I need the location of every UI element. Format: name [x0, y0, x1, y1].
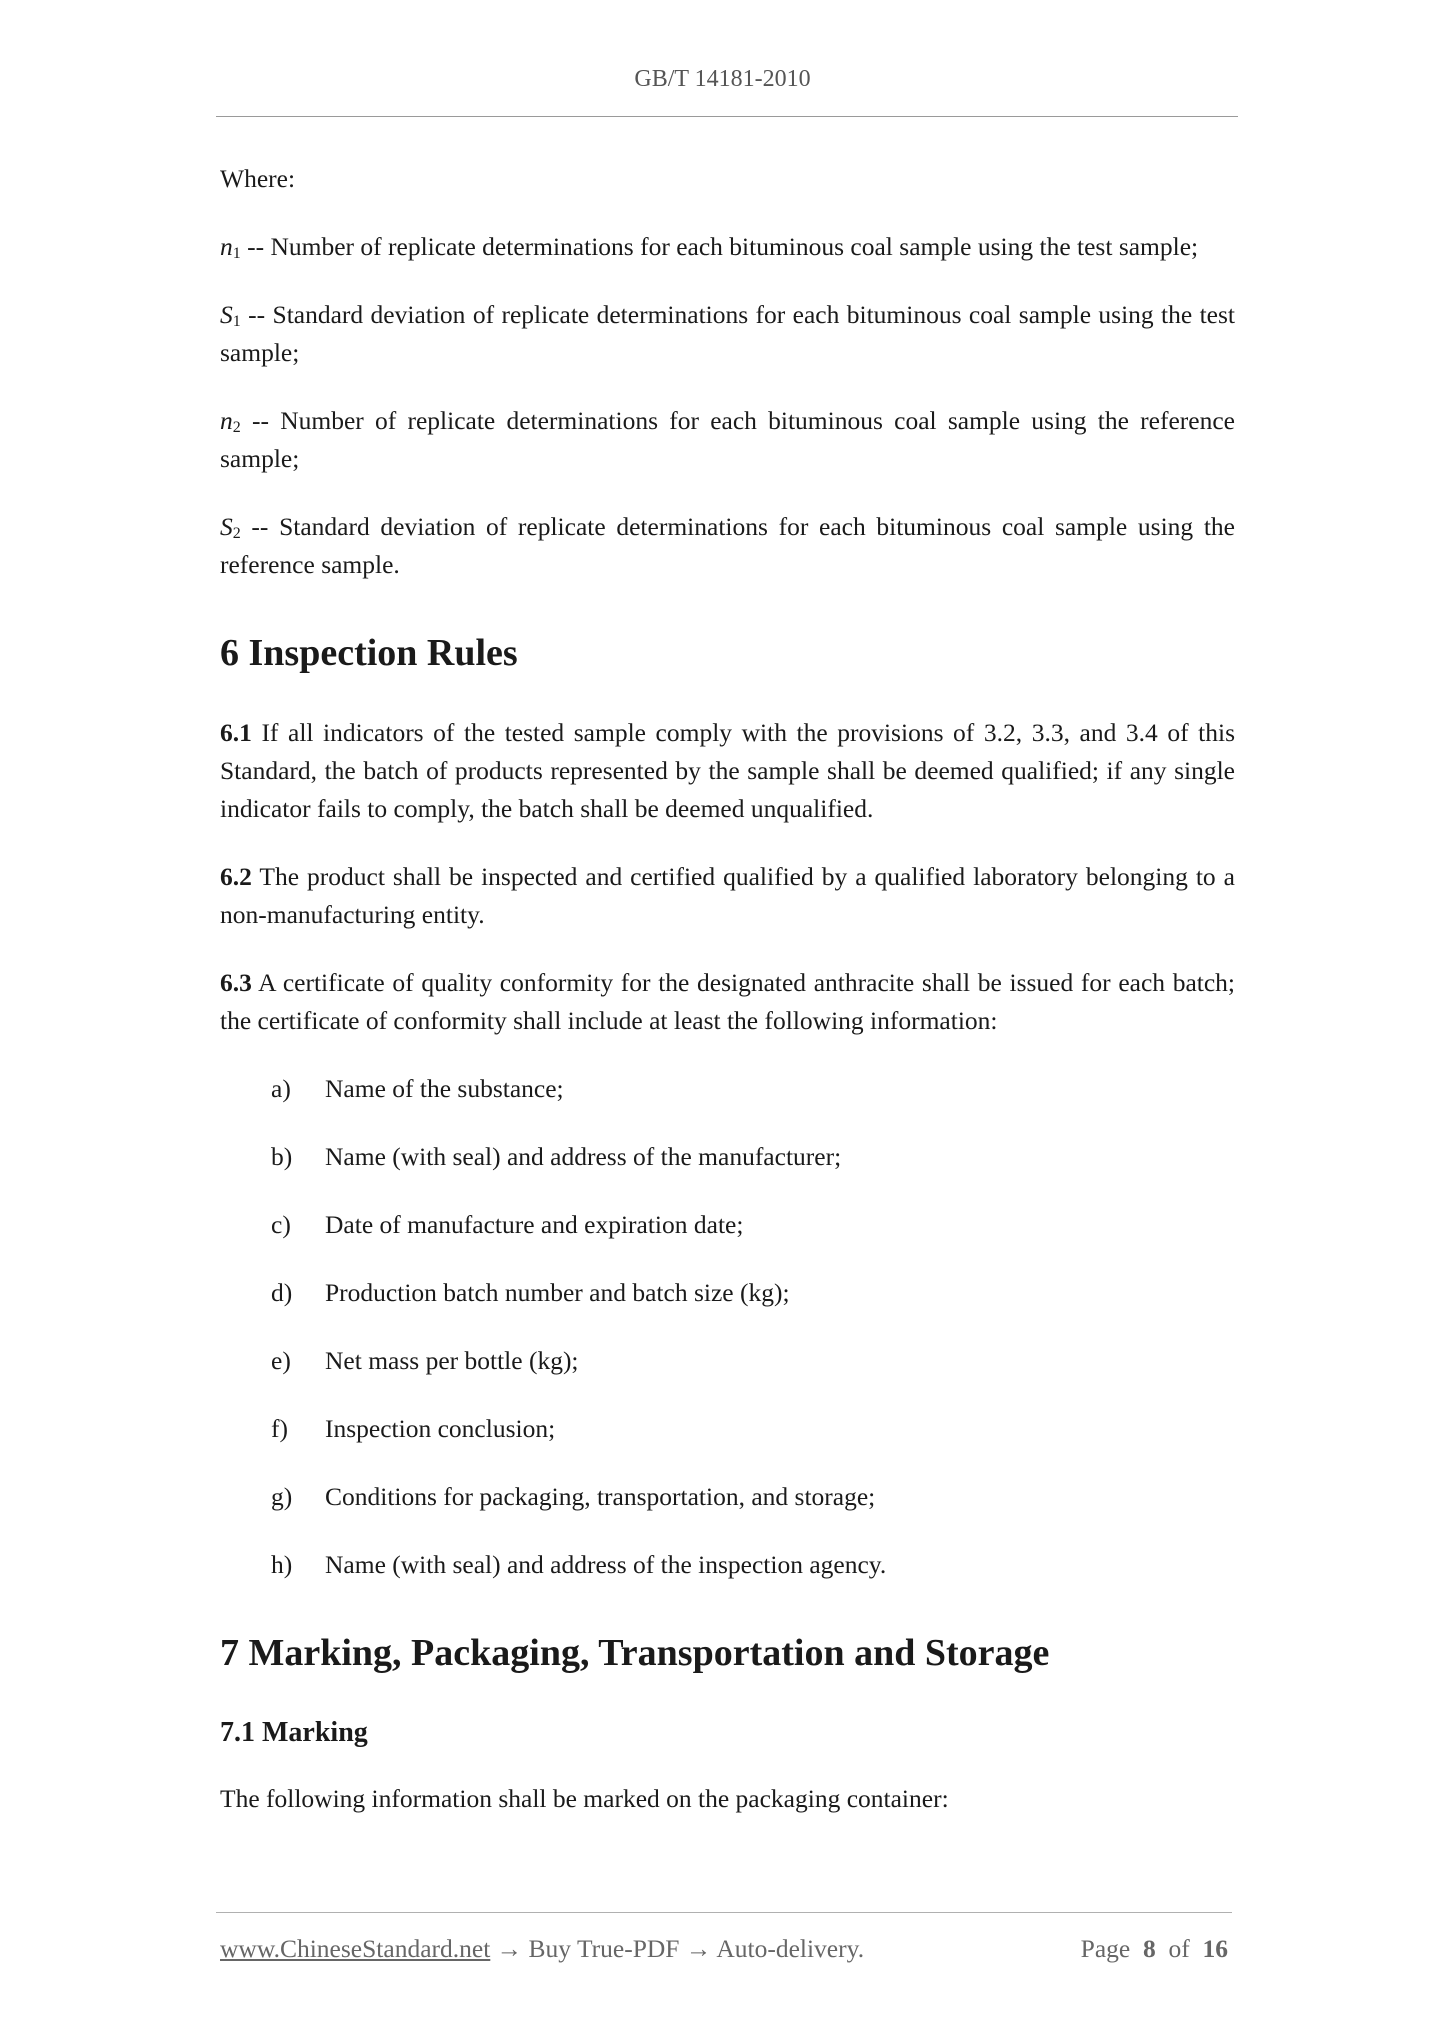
definition-text: -- Number of replicate determinations for each bituminous coal sample using the test sample;: [240, 232, 1199, 261]
where-intro: Where:: [220, 164, 296, 193]
subscript: 2: [232, 525, 241, 542]
list-text: Name (with seal) and address of the manufacturer;: [325, 1142, 842, 1171]
list-text: Inspection conclusion;: [325, 1414, 556, 1443]
list-item: [220, 1342, 1235, 1380]
page-label: Page: [1080, 1934, 1131, 1963]
definition-s2: [220, 508, 1235, 584]
definition-s1: [220, 296, 1235, 372]
clause-text: A certificate of quality conformity for the designated anthracite shall be issued for each batch; the certificate of conformity shall include at least the following information:: [220, 968, 1235, 1035]
list-marker: h): [271, 1550, 293, 1579]
header-divider: [216, 116, 1238, 117]
clause-6-1: [220, 714, 1235, 828]
list-text: Date of manufacture and expiration date;: [325, 1210, 744, 1239]
symbol: S: [220, 300, 233, 329]
list-marker: d): [271, 1278, 293, 1307]
definition-text: -- Standard deviation of replicate determinations for each bituminous coal sample using the test sample;: [220, 300, 1235, 367]
clause-number: 6.2: [220, 862, 252, 891]
delivery-text: Auto-delivery.: [716, 1934, 865, 1963]
definition-text: -- Number of replicate determinations for each bituminous coal sample using the reference sample;: [220, 406, 1235, 473]
list-item: [220, 1138, 1235, 1176]
list-marker: c): [271, 1210, 291, 1239]
symbol: S: [220, 512, 233, 541]
list-item: [220, 1410, 1235, 1448]
page-footer: [220, 1934, 1232, 1964]
section-7-heading: 7 Marking, Packaging, Transportation and Storage: [220, 1632, 1050, 1674]
list-item: [220, 1206, 1235, 1244]
list-item: [220, 1274, 1235, 1312]
symbol: n: [220, 406, 233, 435]
website-link[interactable]: www.ChineseStandard.net: [220, 1934, 491, 1963]
arrow-icon: →: [679, 1934, 717, 1963]
page-number: [1081, 1934, 1228, 1964]
page-header: GB/T 14181-2010: [634, 66, 811, 92]
list-item: [220, 1546, 1235, 1584]
clause-text: If all indicators of the tested sample comply with the provisions of 3.2, 3.3, and 3.4 of this Standard, the batch of products represented by the sample shall be deemed qualified; if any single indicator fails to comply, the batch shall be deemed unqualified.: [220, 718, 1235, 823]
list-marker: b): [271, 1142, 293, 1171]
clause-number: 6.1: [220, 718, 252, 747]
clause-text: The product shall be inspected and certified qualified by a qualified laboratory belonging to a non-manufacturing entity.: [220, 862, 1235, 929]
definition-n2: [220, 402, 1235, 478]
buy-text: Buy True-PDF: [528, 1934, 680, 1963]
definition-text: -- Standard deviation of replicate determinations for each bituminous coal sample using the reference sample.: [220, 512, 1235, 579]
arrow-icon: →: [490, 1934, 529, 1963]
clause-6-2: [220, 858, 1235, 934]
total-pages: 16: [1202, 1934, 1228, 1963]
list-marker: g): [271, 1482, 293, 1511]
symbol: n: [220, 232, 233, 261]
list-text: Production batch number and batch size (kg);: [325, 1278, 790, 1307]
definition-n1: [220, 228, 1235, 266]
of-label: of: [1168, 1934, 1190, 1963]
list-marker: a): [271, 1074, 291, 1103]
list-text: Name of the substance;: [325, 1074, 564, 1103]
list-text: Name (with seal) and address of the inspection agency.: [325, 1550, 887, 1579]
subscript: 1: [232, 313, 241, 330]
current-page: 8: [1143, 1934, 1156, 1963]
subscript: 2: [232, 419, 241, 436]
clause-6-3: [220, 964, 1235, 1040]
list-text: Conditions for packaging, transportation, and storage;: [325, 1482, 876, 1511]
list-marker: e): [271, 1346, 291, 1375]
list-marker: f): [271, 1414, 288, 1443]
subsection-7-1-heading: 7.1 Marking: [220, 1717, 368, 1748]
subscript: 1: [232, 245, 241, 262]
marking-intro: The following information shall be marked on the packaging container:: [220, 1784, 949, 1813]
certificate-info-list: [220, 1070, 1235, 1584]
section-6-heading: 6 Inspection Rules: [220, 632, 518, 674]
page-content: [220, 160, 1235, 1848]
list-item: [220, 1478, 1235, 1516]
list-text: Net mass per bottle (kg);: [325, 1346, 579, 1375]
footer-divider: [216, 1912, 1232, 1913]
clause-number: 6.3: [220, 968, 252, 997]
list-item: [220, 1070, 1235, 1108]
